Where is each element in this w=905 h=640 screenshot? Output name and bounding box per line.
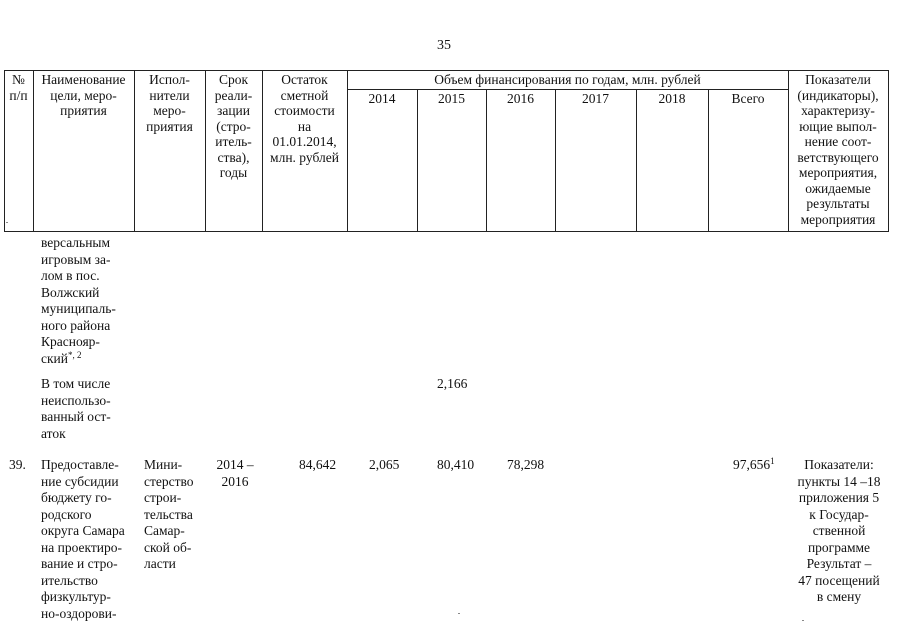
year-2016-header: 2016	[507, 91, 534, 106]
year-2018-header: 2018	[658, 91, 686, 106]
scan-speck	[802, 620, 804, 621]
item-number: 39.	[9, 457, 26, 472]
item-39-indicators: Показатели: пункты 14 –18 приложения 5 к Государ- ственной программе Результат – 47 посещений в смену	[797, 457, 881, 604]
year-2015-header: 2015	[438, 91, 465, 106]
year-2017-header: 2017	[582, 91, 609, 106]
col-indicators-header: Показатели (индикаторы), характеризу- ющие выпол- нение соот- ветствующего мероприятия, ожидаемые результаты мероприятия	[797, 72, 879, 227]
table-header	[0, 70, 905, 232]
subrow-2015-value: 2,166	[437, 376, 468, 391]
col-remaining-cost-header: Остаток сметной стоимости на 01.01.2014, млн. рублей	[270, 72, 339, 165]
item-39-name: Предоставле- ние субсидии бюджету го- родского округа Самара на проектиро- вание и стро- ительство физкультур- но-оздорови-	[41, 457, 125, 621]
footnote-mark: *, 2	[68, 349, 82, 360]
funding-header: Объем финансирования по годам, млн. рублей	[434, 72, 701, 87]
total-footnote-mark: 1	[770, 456, 775, 466]
subrow-label: В том числе неиспользо- ванный ост- аток	[41, 376, 111, 441]
item-39-remaining-cost: 84,642	[299, 457, 337, 472]
col-term-header: Срок реали- зации (стро- итель- ства), годы	[214, 72, 253, 180]
total-header: Всего	[731, 91, 765, 106]
continued-item-name: версальным игровым за- лом в пос. Волжский муниципаль- ного района Краснояр- ский$^{*, 2}$	[41, 235, 116, 366]
page-number: 35	[437, 38, 451, 53]
item-39-term: 2014 – 2016	[216, 457, 254, 489]
col-name-header: Наименование цели, меро- приятия	[41, 72, 126, 118]
item-39-2015: 80,410	[437, 457, 475, 472]
col-number-header: № п/п	[9, 72, 28, 103]
scan-speck	[458, 613, 460, 614]
item-39-executor: Мини- стерство строи- тельства Самар- ской об- ласти	[144, 457, 194, 571]
scan-speck	[6, 222, 8, 223]
item-39-2014: 2,065	[369, 457, 400, 472]
year-2014-header: 2014	[368, 91, 396, 106]
col-executor-header: Испол- нители меро- приятия	[146, 72, 193, 134]
item-39-total: 97,656$^1$	[733, 456, 775, 472]
item-39-2016: 78,298	[507, 457, 545, 472]
